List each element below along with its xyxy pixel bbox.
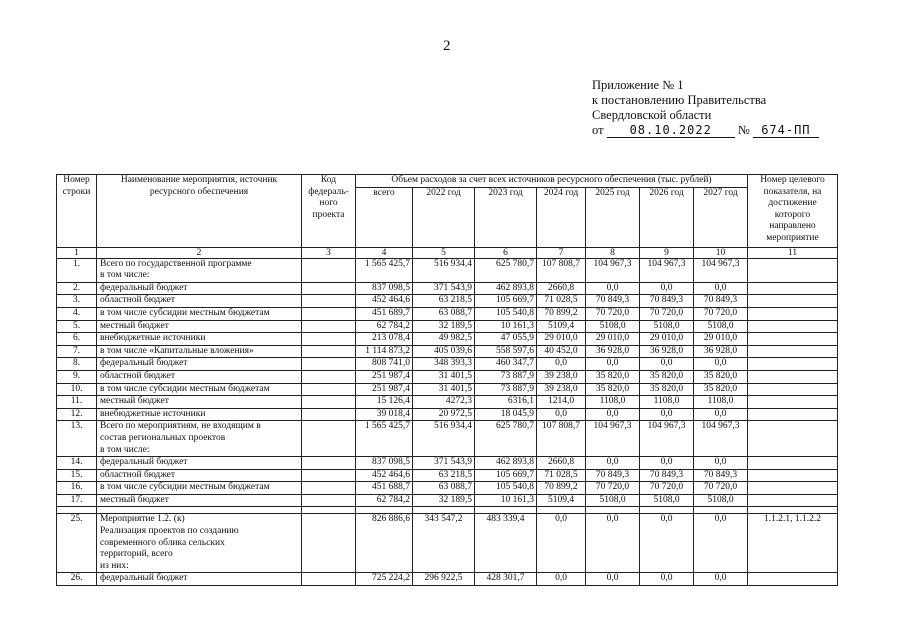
row-number: 14. <box>57 457 97 470</box>
header-2026: 2026 год <box>640 187 694 247</box>
row-value: 29 010,0 <box>537 333 586 346</box>
appendix-date-line <box>592 123 819 138</box>
row-value: 460 347,7 <box>475 358 537 371</box>
table-row <box>57 282 838 295</box>
table-gap <box>57 507 838 514</box>
row-value: 837 098,5 <box>356 457 413 470</box>
row-value: 39 238,0 <box>537 383 586 396</box>
row-value: 5108,0 <box>640 320 694 333</box>
row-number: 4. <box>57 307 97 320</box>
row-target <box>748 320 838 333</box>
row-value: 0,0 <box>694 408 748 421</box>
row-value: 625 780,7 <box>475 258 537 282</box>
row-number: 25. <box>57 514 97 573</box>
table-header <box>57 175 838 259</box>
row-project-code <box>302 469 356 482</box>
row-value: 4272,3 <box>413 396 475 409</box>
row-name: федеральный бюджет <box>97 573 302 586</box>
row-value: 428 301,7 <box>475 573 537 586</box>
row-value: 0,0 <box>537 514 586 573</box>
row-name: федеральный бюджет <box>97 282 302 295</box>
row-value: 296 922,5 <box>413 573 475 586</box>
row-value: 1108,0 <box>640 396 694 409</box>
row-value: 0,0 <box>586 408 640 421</box>
row-value: 0,0 <box>640 457 694 470</box>
table-row <box>57 370 838 383</box>
row-value: 0,0 <box>694 573 748 586</box>
row-project-code <box>302 396 356 409</box>
table-row <box>57 320 838 333</box>
row-target <box>748 482 838 495</box>
row-value: 49 982,5 <box>413 333 475 346</box>
row-project-code <box>302 282 356 295</box>
header-2027: 2027 год <box>694 187 748 247</box>
row-value: 70 899,2 <box>537 482 586 495</box>
row-value: 35 820,0 <box>586 370 640 383</box>
row-project-code <box>302 295 356 308</box>
row-value: 0,0 <box>537 358 586 371</box>
row-value: 70 720,0 <box>640 307 694 320</box>
row-value: 808 741,0 <box>356 358 413 371</box>
table-row <box>57 333 838 346</box>
row-value: 70 720,0 <box>640 482 694 495</box>
row-name: местный бюджет <box>97 494 302 507</box>
row-value: 462 893,8 <box>475 457 537 470</box>
row-value: 826 886,6 <box>356 514 413 573</box>
table-row <box>57 383 838 396</box>
row-number: 5. <box>57 320 97 333</box>
row-target <box>748 282 838 295</box>
row-project-code <box>302 333 356 346</box>
column-index-cell: 4 <box>356 247 413 258</box>
column-index-cell: 7 <box>537 247 586 258</box>
row-target <box>748 295 838 308</box>
row-number: 7. <box>57 345 97 358</box>
row-value: 725 224,2 <box>356 573 413 586</box>
row-value: 0,0 <box>640 408 694 421</box>
row-target <box>748 396 838 409</box>
row-value: 15 126,4 <box>356 396 413 409</box>
row-value: 70 720,0 <box>694 482 748 495</box>
row-value: 70 849,3 <box>640 295 694 308</box>
row-value: 70 899,2 <box>537 307 586 320</box>
row-name: областной бюджет <box>97 370 302 383</box>
row-project-code <box>302 482 356 495</box>
row-value: 0,0 <box>640 514 694 573</box>
row-value: 0,0 <box>640 358 694 371</box>
column-index-cell: 8 <box>586 247 640 258</box>
row-value: 5108,0 <box>694 320 748 333</box>
row-value: 29 010,0 <box>694 333 748 346</box>
row-value: 107 808,7 <box>537 421 586 457</box>
column-index-row <box>57 247 838 258</box>
row-value: 10 161,3 <box>475 494 537 507</box>
row-value: 0,0 <box>640 282 694 295</box>
row-value: 104 967,3 <box>694 258 748 282</box>
table-row <box>57 573 838 586</box>
row-number: 8. <box>57 358 97 371</box>
table-row <box>57 421 838 457</box>
row-value: 36 928,0 <box>640 345 694 358</box>
row-number: 9. <box>57 370 97 383</box>
row-target <box>748 408 838 421</box>
row-name: областной бюджет <box>97 295 302 308</box>
row-value: 47 055,9 <box>475 333 537 346</box>
row-project-code <box>302 258 356 282</box>
row-project-code <box>302 320 356 333</box>
row-value: 70 849,3 <box>694 295 748 308</box>
row-value: 32 189,5 <box>413 320 475 333</box>
row-project-code <box>302 408 356 421</box>
header-target: Номер целевого показателя, на достижение которого направлено мероприятие <box>748 175 838 248</box>
row-value: 40 452,0 <box>537 345 586 358</box>
row-project-code <box>302 358 356 371</box>
row-value: 451 689,7 <box>356 307 413 320</box>
row-number: 15. <box>57 469 97 482</box>
column-index-cell: 1 <box>57 247 97 258</box>
row-name: в том числе «Капитальные вложения» <box>97 345 302 358</box>
row-value: 39 018,4 <box>356 408 413 421</box>
row-target <box>748 457 838 470</box>
header-project-code: Код федераль-ного проекта <box>302 175 356 248</box>
row-value: 1 565 425,7 <box>356 421 413 457</box>
column-index-cell: 5 <box>413 247 475 258</box>
column-index-cell: 3 <box>302 247 356 258</box>
table-row <box>57 408 838 421</box>
row-value: 39 238,0 <box>537 370 586 383</box>
resolution-date: 08.10.2022 <box>607 124 735 138</box>
row-value: 35 820,0 <box>586 383 640 396</box>
row-value: 462 893,8 <box>475 282 537 295</box>
row-value: 31 401,5 <box>413 383 475 396</box>
row-value: 36 928,0 <box>586 345 640 358</box>
row-name: в том числе субсидии местным бюджетам <box>97 383 302 396</box>
row-number: 26. <box>57 573 97 586</box>
row-name: федеральный бюджет <box>97 358 302 371</box>
header-row-number: Номер строки <box>57 175 97 248</box>
header-2024: 2024 год <box>537 187 586 247</box>
row-name: федеральный бюджет <box>97 457 302 470</box>
row-number: 10. <box>57 383 97 396</box>
row-target <box>748 573 838 586</box>
row-project-code <box>302 307 356 320</box>
row-value: 483 339,4 <box>475 514 537 573</box>
row-value: 452 464,6 <box>356 469 413 482</box>
row-name: внебюджетные источники <box>97 333 302 346</box>
appendix-line-2: к постановлению Правительства <box>592 93 767 107</box>
header-volume: Объем расходов за счет всех источников ресурсного обеспечения (тыс. рублей) <box>356 175 748 188</box>
row-name: в том числе субсидии местным бюджетам <box>97 482 302 495</box>
table-row <box>57 469 838 482</box>
row-value: 36 928,0 <box>694 345 748 358</box>
row-name: местный бюджет <box>97 396 302 409</box>
row-project-code <box>302 573 356 586</box>
row-value: 516 934,4 <box>413 421 475 457</box>
row-project-code <box>302 457 356 470</box>
row-value: 5108,0 <box>640 494 694 507</box>
row-value: 63 088,7 <box>413 307 475 320</box>
table-row <box>57 494 838 507</box>
row-target <box>748 333 838 346</box>
row-value: 105 669,7 <box>475 469 537 482</box>
row-value: 104 967,3 <box>586 421 640 457</box>
row-number: 17. <box>57 494 97 507</box>
row-value: 0,0 <box>586 457 640 470</box>
resolution-number: 674-ПП <box>753 124 819 138</box>
row-number: 16. <box>57 482 97 495</box>
row-value: 213 078,4 <box>356 333 413 346</box>
number-label: № <box>737 123 750 137</box>
row-value: 105 540,8 <box>475 307 537 320</box>
row-value: 70 849,3 <box>694 469 748 482</box>
row-project-code <box>302 494 356 507</box>
row-value: 35 820,0 <box>694 370 748 383</box>
row-value: 452 464,6 <box>356 295 413 308</box>
row-value: 62 784,2 <box>356 320 413 333</box>
row-value: 20 972,5 <box>413 408 475 421</box>
row-value: 5108,0 <box>694 494 748 507</box>
table-body-continued <box>57 514 838 586</box>
row-value: 71 028,5 <box>537 295 586 308</box>
row-value: 29 010,0 <box>640 333 694 346</box>
row-value: 1108,0 <box>694 396 748 409</box>
row-name: Всего по государственной программе в том числе: <box>97 258 302 282</box>
row-value: 371 543,9 <box>413 457 475 470</box>
header-name: Наименование мероприятия, источник ресурсного обеспечения <box>97 175 302 248</box>
column-index-cell: 9 <box>640 247 694 258</box>
row-name: местный бюджет <box>97 320 302 333</box>
header-2025: 2025 год <box>586 187 640 247</box>
row-value: 837 098,5 <box>356 282 413 295</box>
row-value: 71 028,5 <box>537 469 586 482</box>
row-value: 104 967,3 <box>694 421 748 457</box>
row-target <box>748 258 838 282</box>
row-value: 371 543,9 <box>413 282 475 295</box>
row-number: 6. <box>57 333 97 346</box>
row-value: 35 820,0 <box>640 383 694 396</box>
row-number: 2. <box>57 282 97 295</box>
row-value: 70 720,0 <box>694 307 748 320</box>
row-value: 32 189,5 <box>413 494 475 507</box>
row-value: 10 161,3 <box>475 320 537 333</box>
appendix-title: Приложение № 1 <box>592 78 684 92</box>
row-value: 70 720,0 <box>586 482 640 495</box>
row-number: 13. <box>57 421 97 457</box>
row-target <box>748 469 838 482</box>
row-value: 0,0 <box>586 358 640 371</box>
row-value: 105 669,7 <box>475 295 537 308</box>
row-value: 73 887,9 <box>475 383 537 396</box>
row-value: 343 547,2 <box>413 514 475 573</box>
row-value: 2660,8 <box>537 457 586 470</box>
row-value: 63 218,5 <box>413 469 475 482</box>
from-label: от <box>592 123 604 137</box>
row-value: 0,0 <box>586 573 640 586</box>
row-value: 251 987,4 <box>356 370 413 383</box>
row-value: 0,0 <box>640 573 694 586</box>
row-value: 62 784,2 <box>356 494 413 507</box>
table-row <box>57 295 838 308</box>
table-row <box>57 396 838 409</box>
table-row <box>57 482 838 495</box>
row-value: 516 934,4 <box>413 258 475 282</box>
row-value: 0,0 <box>694 514 748 573</box>
row-name: в том числе субсидии местным бюджетам <box>97 307 302 320</box>
row-target <box>748 307 838 320</box>
row-number: 1. <box>57 258 97 282</box>
row-target <box>748 358 838 371</box>
row-value: 18 045,9 <box>475 408 537 421</box>
row-value: 70 720,0 <box>586 307 640 320</box>
row-name: областной бюджет <box>97 469 302 482</box>
row-value: 1108,0 <box>586 396 640 409</box>
row-value: 73 887,9 <box>475 370 537 383</box>
table-row <box>57 457 838 470</box>
table-row <box>57 514 838 573</box>
row-number: 12. <box>57 408 97 421</box>
row-value: 405 039,6 <box>413 345 475 358</box>
row-value: 558 597,6 <box>475 345 537 358</box>
row-value: 107 808,7 <box>537 258 586 282</box>
row-value: 625 780,7 <box>475 421 537 457</box>
row-value: 5109,4 <box>537 320 586 333</box>
row-value: 104 967,3 <box>640 421 694 457</box>
row-value: 105 540,8 <box>475 482 537 495</box>
row-number: 11. <box>57 396 97 409</box>
header-2023: 2023 год <box>475 187 537 247</box>
row-value: 70 849,3 <box>586 295 640 308</box>
row-target: 1.1.2.1, 1.1.2.2 <box>748 514 838 573</box>
row-target <box>748 383 838 396</box>
row-name: Всего по мероприятиям, не входящим в состав региональных проектов в том числе: <box>97 421 302 457</box>
row-value: 104 967,3 <box>586 258 640 282</box>
table-row <box>57 358 838 371</box>
column-index-cell: 11 <box>748 247 838 258</box>
appendix-block <box>592 78 819 138</box>
row-project-code <box>302 383 356 396</box>
appendix-line-3: Свердловской области <box>592 108 712 122</box>
row-target <box>748 494 838 507</box>
table-row <box>57 307 838 320</box>
row-value: 2660,8 <box>537 282 586 295</box>
row-target <box>748 345 838 358</box>
row-value: 0,0 <box>694 358 748 371</box>
row-project-code <box>302 345 356 358</box>
row-project-code <box>302 370 356 383</box>
row-value: 0,0 <box>694 282 748 295</box>
row-number: 3. <box>57 295 97 308</box>
row-value: 63 218,5 <box>413 295 475 308</box>
row-value: 35 820,0 <box>694 383 748 396</box>
row-value: 0,0 <box>586 514 640 573</box>
column-index-cell: 10 <box>694 247 748 258</box>
row-value: 0,0 <box>694 457 748 470</box>
row-target <box>748 421 838 457</box>
row-value: 0,0 <box>586 282 640 295</box>
row-target <box>748 370 838 383</box>
row-value: 104 967,3 <box>640 258 694 282</box>
row-value: 70 849,3 <box>640 469 694 482</box>
row-name: внебюджетные источники <box>97 408 302 421</box>
row-value: 1 565 425,7 <box>356 258 413 282</box>
header-total: всего <box>356 187 413 247</box>
row-value: 1214,0 <box>537 396 586 409</box>
column-index-cell: 2 <box>97 247 302 258</box>
row-value: 70 849,3 <box>586 469 640 482</box>
row-value: 0,0 <box>537 573 586 586</box>
row-project-code <box>302 421 356 457</box>
page-number: 2 <box>443 38 451 54</box>
row-value: 31 401,5 <box>413 370 475 383</box>
row-value: 451 688,7 <box>356 482 413 495</box>
row-value: 29 010,0 <box>586 333 640 346</box>
row-value: 251 987,4 <box>356 383 413 396</box>
row-value: 5108,0 <box>586 494 640 507</box>
table-row <box>57 258 838 282</box>
row-value: 348 393,3 <box>413 358 475 371</box>
row-project-code <box>302 514 356 573</box>
budget-table <box>56 174 838 586</box>
column-index-cell: 6 <box>475 247 537 258</box>
row-value: 5108,0 <box>586 320 640 333</box>
row-value: 5109,4 <box>537 494 586 507</box>
row-value: 35 820,0 <box>640 370 694 383</box>
row-value: 0,0 <box>537 408 586 421</box>
row-name: Мероприятие 1.2. (к) Реализация проектов по созданию современного облика сельских территорий, всего из них: <box>97 514 302 573</box>
table-row <box>57 345 838 358</box>
header-2022: 2022 год <box>413 187 475 247</box>
row-value: 6316,1 <box>475 396 537 409</box>
row-value: 1 114 873,2 <box>356 345 413 358</box>
table-body <box>57 258 838 507</box>
row-value: 63 088,7 <box>413 482 475 495</box>
